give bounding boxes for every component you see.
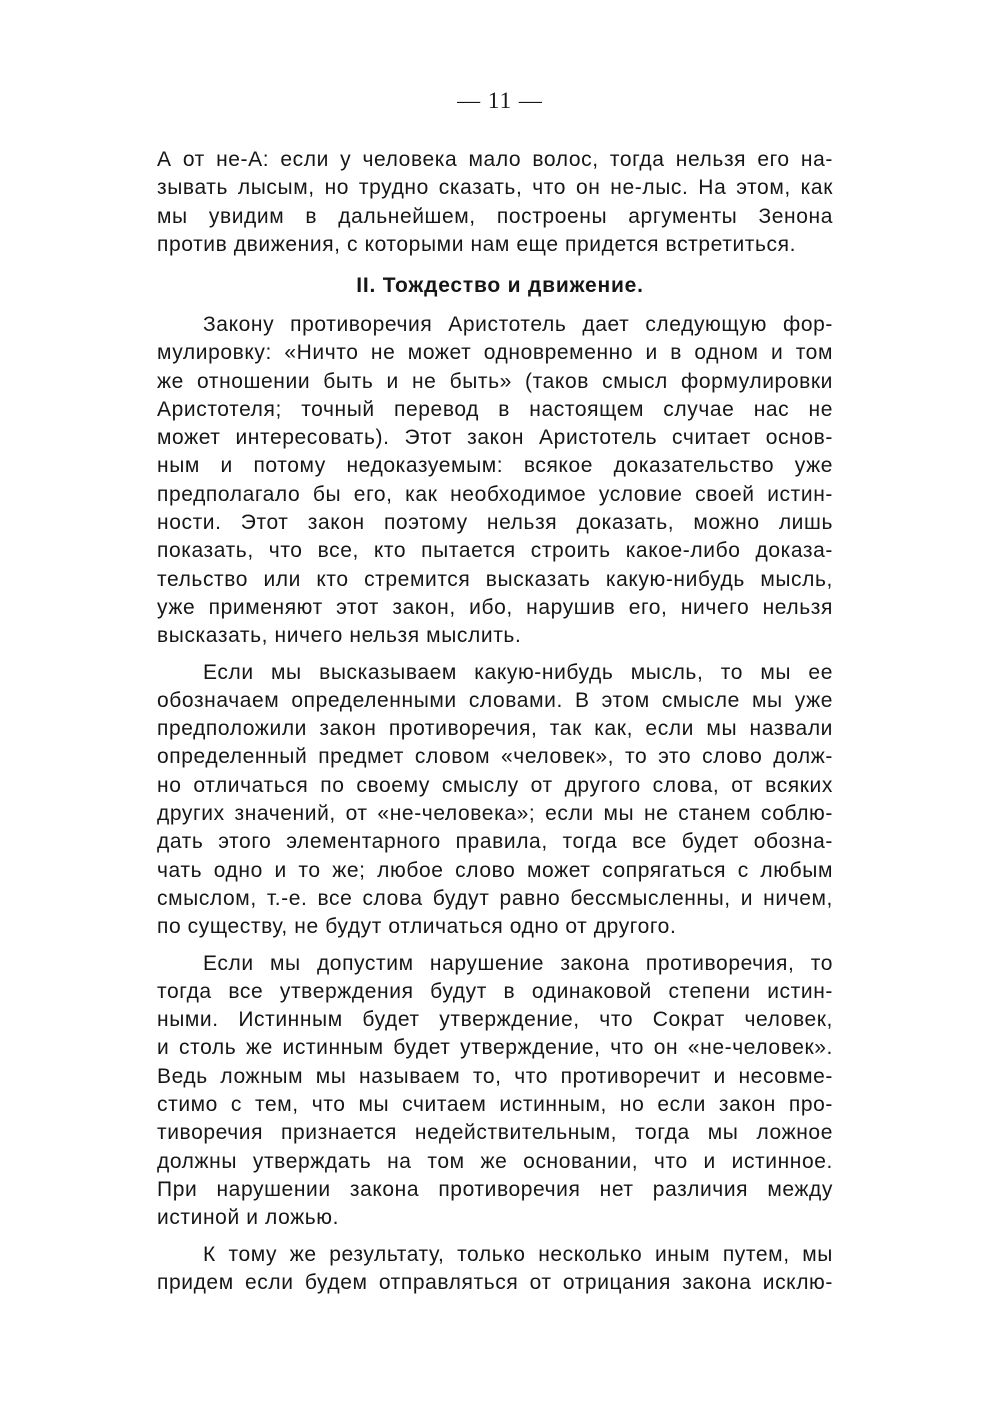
text-line: чать одно и то же; любое слово может сопрягаться с любым (157, 858, 833, 882)
text-line: уже применяют этот закон, ибо, нарушив его, ничего нельзя (157, 595, 833, 619)
text-line: же отношении быть и не быть» (таков смысл формулировки (157, 369, 833, 393)
text-line: придем если будем отправляться от отрицания закона исклю- (157, 1270, 833, 1294)
text-line: против движения, с которыми нам еще придется встретиться. (157, 232, 797, 256)
paragraph (157, 311, 833, 651)
text-line: может интересовать). Этот закон Аристотель считает основ- (157, 426, 833, 450)
text-line: тогда все утверждения будут в одинаковой степени истин- (157, 979, 833, 1003)
paragraph (157, 1241, 833, 1298)
text-line: Если мы высказываем какую-нибудь мысль, то мы ее (203, 660, 833, 684)
page-number: — 11 — (457, 88, 543, 113)
text-line: мы увидим в дальнейшем, построены аргументы Зенона (157, 204, 833, 228)
paragraph-gap (157, 1233, 833, 1241)
text-line: предположили закон противоречия, так как, если мы назвали (157, 717, 833, 741)
section-heading: II. Тождество и движение. (356, 274, 644, 297)
text-line: предполагало бы его, как необходимое условие своей истин- (157, 482, 833, 506)
text-line: При нарушении закона противоречия нет различия между (157, 1177, 833, 1201)
text-line: К тому же результату, только несколько иным путем, мы (203, 1242, 833, 1266)
text-line: дать этого элементарного правила, тогда все будет обозна- (157, 830, 833, 854)
text-line: тиворечия признается недействительным, тогда мы ложное (157, 1121, 833, 1145)
body-text (157, 311, 833, 1297)
paragraph (157, 950, 833, 1233)
text-line: Если мы допустим нарушение закона противоречия, то (203, 951, 833, 975)
text-line: ным и потому недоказуемым: всякое доказательство уже (157, 454, 833, 478)
text-line: ными. Истинным будет утверждение, что Сократ человек, (157, 1008, 833, 1032)
text-line: Аристотеля; точный перевод в настоящем случае нас не (157, 397, 833, 421)
text-line: мулировку: «Ничто не может одновременно и в одном и том (157, 341, 833, 365)
text-line: по существу, не будут отличаться одно от другого. (157, 915, 677, 939)
paragraph (157, 659, 833, 942)
text-line: обозначаем определенными словами. В этом смысле мы уже (157, 688, 833, 712)
text-line: зывать лысым, но трудно сказать, что он не-лыс. На этом, как (157, 176, 833, 200)
text-line: определенный предмет словом «человек», то это слово долж- (157, 745, 833, 769)
text-line: Закону противоречия Аристотель дает следующую фор- (203, 313, 833, 336)
text-line: тельство или кто стремится высказать какую-нибудь мысль, (157, 567, 833, 591)
paragraph-gap (157, 651, 833, 659)
text-line: высказать, ничего нельзя мыслить. (157, 624, 522, 648)
text-line: должны утверждать на том же основании, что и истинное. (157, 1149, 833, 1173)
text-line: А от не-А: если у человека мало волос, тогда нельзя его на- (157, 148, 833, 171)
text-line: истиной и ложью. (157, 1206, 340, 1230)
text-line: Ведь ложным мы называем то, что противоречит и несовме- (157, 1064, 833, 1088)
intro-paragraph (157, 146, 833, 259)
text-line: других значений, от «не-человека»; если мы не станем соблю- (157, 802, 833, 826)
text-line: стимо с тем, что мы считаем истинным, но если закон про- (157, 1093, 833, 1117)
text-line: но отличаться по своему смыслу от другого слова, от всяких (157, 773, 833, 797)
text-line: и столь же истинным будет утверждение, что он «не-человек». (157, 1036, 833, 1060)
text-line: ности. Этот закон поэтому нельзя доказать, можно лишь (157, 511, 833, 535)
paragraph-gap (157, 942, 833, 950)
text-line: смыслом, т.-е. все слова будут равно бессмысленны, и ничем, (157, 886, 833, 910)
text-line: показать, что все, кто пытается строить какое-либо доказа- (157, 539, 833, 563)
